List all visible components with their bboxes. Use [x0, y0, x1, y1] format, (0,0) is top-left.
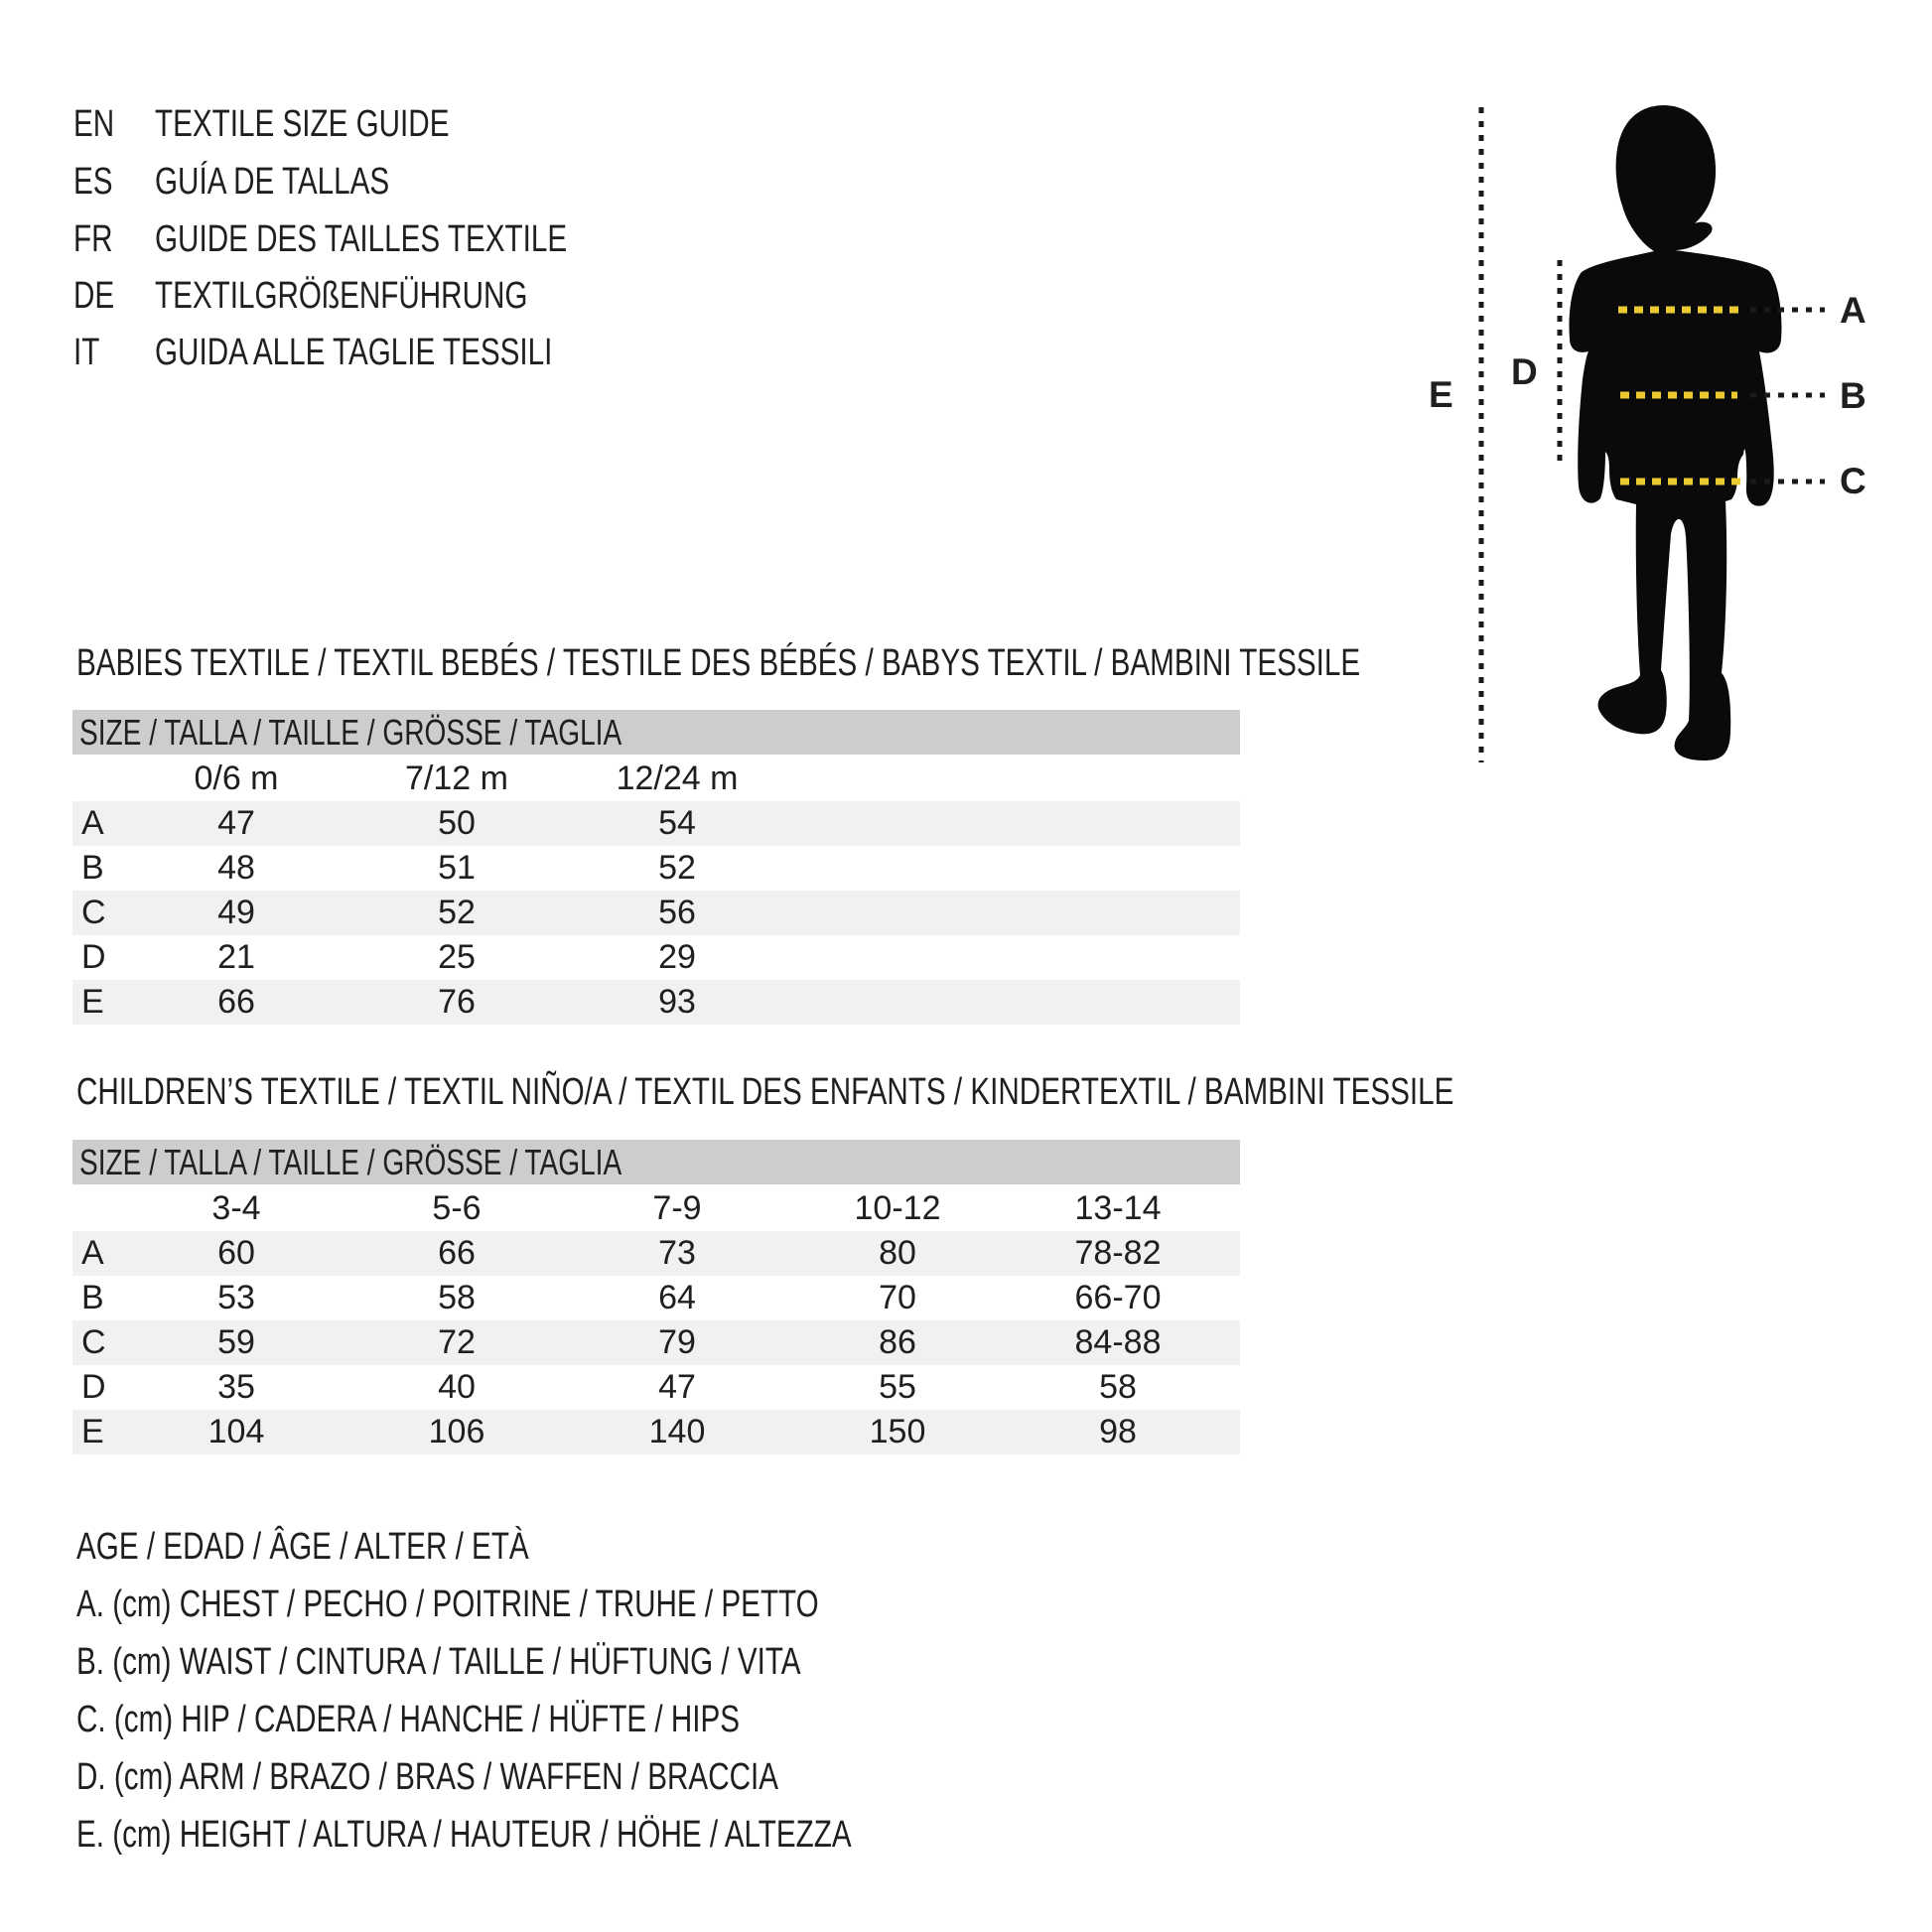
babies-size-header-bar: SIZE / TALLA / TAILLE / GRÖSSE / TAGLIA: [72, 710, 1240, 755]
table-row: [72, 846, 1240, 891]
table-cell: 60: [217, 1234, 255, 1272]
row-label: C: [81, 1323, 106, 1361]
legend-line: A. (cm) CHEST / PECHO / POITRINE / TRUHE / PETTO: [76, 1584, 819, 1625]
table-cell: 104: [207, 1413, 265, 1450]
table-cell: 21: [217, 938, 255, 976]
table-row: [72, 891, 1240, 935]
column-header: 10-12: [854, 1189, 941, 1227]
table-cell: 52: [658, 849, 696, 887]
table-cell: 47: [658, 1368, 696, 1406]
table-cell: 106: [428, 1413, 485, 1450]
table-cell: 80: [879, 1234, 916, 1272]
table-row: [72, 1320, 1240, 1365]
legend-line: D. (cm) ARM / BRAZO / BRAS / WAFFEN / BRACCIA: [76, 1756, 779, 1798]
table-cell: 73: [658, 1234, 696, 1272]
row-label: E: [81, 983, 104, 1021]
children-size-header-bar: SIZE / TALLA / TAILLE / GRÖSSE / TAGLIA: [72, 1140, 1240, 1184]
table-cell: 66-70: [1074, 1279, 1162, 1316]
language-code: ES: [73, 161, 113, 203]
table-cell: 70: [879, 1279, 916, 1316]
children-section-title: CHILDREN’S TEXTILE / TEXTIL NIÑO/A / TEXTIL DES ENFANTS / KINDERTEXTIL / BAMBINI TESSILE: [76, 1071, 1454, 1113]
table-cell: 98: [1099, 1413, 1137, 1450]
table-cell: 84-88: [1074, 1323, 1162, 1361]
table-cell: 58: [1099, 1368, 1137, 1406]
language-code: DE: [73, 275, 115, 317]
marker-label-a: A: [1840, 290, 1866, 331]
measurement-figure: [1415, 84, 1891, 789]
table-cell: 79: [658, 1323, 696, 1361]
column-header: 13-14: [1074, 1189, 1162, 1227]
table-row: [72, 1231, 1240, 1276]
table-cell: 140: [648, 1413, 706, 1450]
table-cell: 40: [438, 1368, 476, 1406]
legend-line: C. (cm) HIP / CADERA / HANCHE / HÜFTE / HIPS: [76, 1699, 741, 1740]
table-cell: 64: [658, 1279, 696, 1316]
table-cell: 93: [658, 983, 696, 1021]
table-row: [72, 801, 1240, 846]
marker-label-b: B: [1840, 375, 1866, 416]
guide-title: TEXTILGRÖßENFÜHRUNG: [155, 275, 528, 317]
table-cell: 50: [438, 804, 476, 842]
table-cell: 48: [217, 849, 255, 887]
table-cell: 53: [217, 1279, 255, 1316]
table-cell: 35: [217, 1368, 255, 1406]
legend-line: E. (cm) HEIGHT / ALTURA / HAUTEUR / HÖHE / ALTEZZA: [76, 1814, 852, 1856]
column-header: 7-9: [652, 1189, 702, 1227]
table-cell: 59: [217, 1323, 255, 1361]
column-header: 7/12 m: [405, 759, 508, 797]
row-label: A: [81, 1234, 104, 1272]
legend-line: B. (cm) WAIST / CINTURA / TAILLE / HÜFTUNG / VITA: [76, 1641, 801, 1683]
guide-title: GUÍA DE TALLAS: [155, 161, 390, 203]
table-cell: 66: [217, 983, 255, 1021]
row-label: D: [81, 938, 106, 976]
table-row: [72, 1410, 1240, 1454]
language-code: EN: [73, 103, 115, 145]
table-cell: 47: [217, 804, 255, 842]
row-label: B: [81, 849, 104, 887]
table-cell: 78-82: [1074, 1234, 1162, 1272]
table-cell: 76: [438, 983, 476, 1021]
table-cell: 86: [879, 1323, 916, 1361]
column-header: 3-4: [211, 1189, 261, 1227]
marker-label-c: C: [1840, 461, 1866, 501]
table-cell: 29: [658, 938, 696, 976]
table-cell: 66: [438, 1234, 476, 1272]
table-cell: 150: [869, 1413, 926, 1450]
babies-column-header-row: [72, 757, 1240, 801]
language-code: FR: [73, 218, 113, 260]
legend-line: AGE / EDAD / ÂGE / ALTER / ETÀ: [76, 1526, 529, 1568]
guide-title: GUIDE DES TAILLES TEXTILE: [155, 218, 568, 260]
guide-title: TEXTILE SIZE GUIDE: [155, 103, 450, 145]
row-label: A: [81, 804, 104, 842]
table-cell: 49: [217, 894, 255, 931]
table-row: [72, 935, 1240, 980]
table-cell: 25: [438, 938, 476, 976]
table-row: [72, 980, 1240, 1025]
row-label: B: [81, 1279, 104, 1316]
table-cell: 58: [438, 1279, 476, 1316]
row-label: D: [81, 1368, 106, 1406]
children-column-header-row: [72, 1186, 1240, 1231]
language-code: IT: [73, 332, 100, 373]
babies-section-title: BABIES TEXTILE / TEXTIL BEBÉS / TESTILE DES BÉBÉS / BABYS TEXTIL / BAMBINI TESSILE: [76, 642, 1361, 684]
table-row: [72, 1365, 1240, 1410]
column-header: 0/6 m: [194, 759, 279, 797]
table-cell: 51: [438, 849, 476, 887]
column-header: 12/24 m: [616, 759, 739, 797]
column-header: 5-6: [432, 1189, 482, 1227]
row-label: C: [81, 894, 106, 931]
table-cell: 72: [438, 1323, 476, 1361]
table-cell: 56: [658, 894, 696, 931]
marker-label-d: D: [1511, 351, 1538, 392]
table-row: [72, 1276, 1240, 1320]
table-cell: 52: [438, 894, 476, 931]
guide-title: GUIDA ALLE TAGLIE TESSILI: [155, 332, 553, 373]
table-cell: 55: [879, 1368, 916, 1406]
row-label: E: [81, 1413, 104, 1450]
table-cell: 54: [658, 804, 696, 842]
marker-label-e: E: [1429, 374, 1453, 415]
